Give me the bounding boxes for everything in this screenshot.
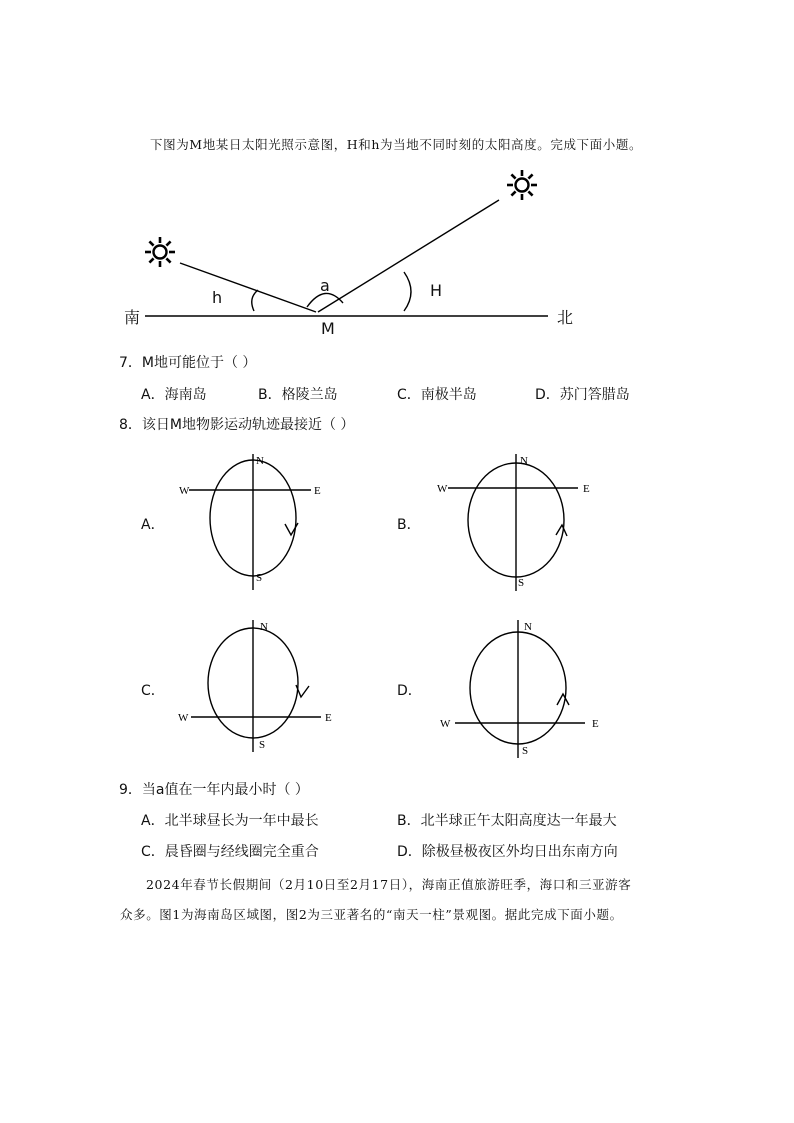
q9-option-a[interactable]: A．北半球昼长为一年中最长	[141, 813, 319, 829]
svg-text:E: E	[583, 483, 590, 495]
question-9-stem: 9．当a值在一年内最小时（ ）	[119, 782, 309, 798]
sun-icon	[507, 170, 537, 200]
intro-2-line-2: 众多。图1为海南岛区域图，图2为三亚著名的“南天一柱”景观图。据此完成下面小题。	[120, 907, 623, 922]
figure-a	[179, 454, 321, 590]
svg-text:E: E	[314, 485, 321, 497]
q7-option-d[interactable]: D．苏门答腊岛	[535, 387, 630, 403]
angle-H-label: H	[430, 281, 443, 300]
figure-b	[437, 454, 590, 591]
svg-text:N: N	[256, 455, 264, 467]
ray-high-sun	[318, 200, 499, 312]
svg-text:W: W	[440, 718, 451, 730]
svg-text:S: S	[256, 572, 263, 584]
q8-option-a[interactable]: A．	[141, 517, 165, 533]
sun-icon	[145, 237, 175, 267]
q9-option-b[interactable]: B．北半球正午太阳高度达一年最大	[397, 813, 617, 829]
q8-option-d[interactable]: D．	[397, 683, 422, 699]
svg-text:W: W	[179, 485, 190, 497]
svg-text:W: W	[178, 712, 189, 724]
q7-option-b[interactable]: B．格陵兰岛	[258, 387, 338, 403]
angle-H-arc	[404, 272, 411, 311]
svg-text:E: E	[592, 718, 599, 730]
svg-text:S: S	[518, 577, 525, 589]
svg-text:N: N	[520, 455, 528, 467]
north-label: 北	[557, 308, 574, 327]
intro-2-line-1: 2024年春节长假期间（2月10日至2月17日），海南正值旅游旺季，海口和三亚游客	[146, 877, 632, 892]
ray-low-sun	[180, 263, 316, 312]
point-m-label: M	[321, 319, 335, 338]
sunlight-diagram	[0, 0, 794, 345]
angle-h-label: h	[212, 288, 223, 307]
q9-option-d[interactable]: D．除极昼极夜区外均日出东南方向	[397, 844, 618, 860]
figure-d	[440, 620, 599, 758]
svg-text:S: S	[522, 745, 529, 757]
south-label: 南	[124, 308, 141, 327]
direction-arrow	[557, 694, 569, 705]
q7-option-c[interactable]: C．南极半岛	[397, 387, 477, 403]
question-7-stem: 7．M地可能位于（ ）	[119, 355, 257, 371]
intro-text: 下图为M地某日太阳光照示意图，H和h为当地不同时刻的太阳高度。完成下面小题。	[150, 137, 643, 152]
q8-option-b[interactable]: B．	[397, 517, 421, 533]
q8-option-c[interactable]: C．	[141, 683, 165, 699]
svg-text:N: N	[524, 621, 532, 633]
svg-text:W: W	[437, 483, 448, 495]
shadow-trajectory-figures	[0, 440, 794, 770]
question-8-stem: 8．该日M地物影运动轨迹最接近（ ）	[119, 417, 355, 433]
angle-a-label: a	[320, 276, 330, 295]
direction-arrow	[556, 525, 567, 536]
q7-option-a[interactable]: A．海南岛	[141, 387, 207, 403]
figure-c	[178, 620, 332, 752]
angle-h-arc	[252, 290, 258, 311]
svg-text:S: S	[259, 739, 266, 751]
svg-text:E: E	[325, 712, 332, 724]
svg-text:N: N	[260, 621, 268, 633]
q9-option-c[interactable]: C．晨昏圈与经线圈完全重合	[141, 844, 319, 860]
